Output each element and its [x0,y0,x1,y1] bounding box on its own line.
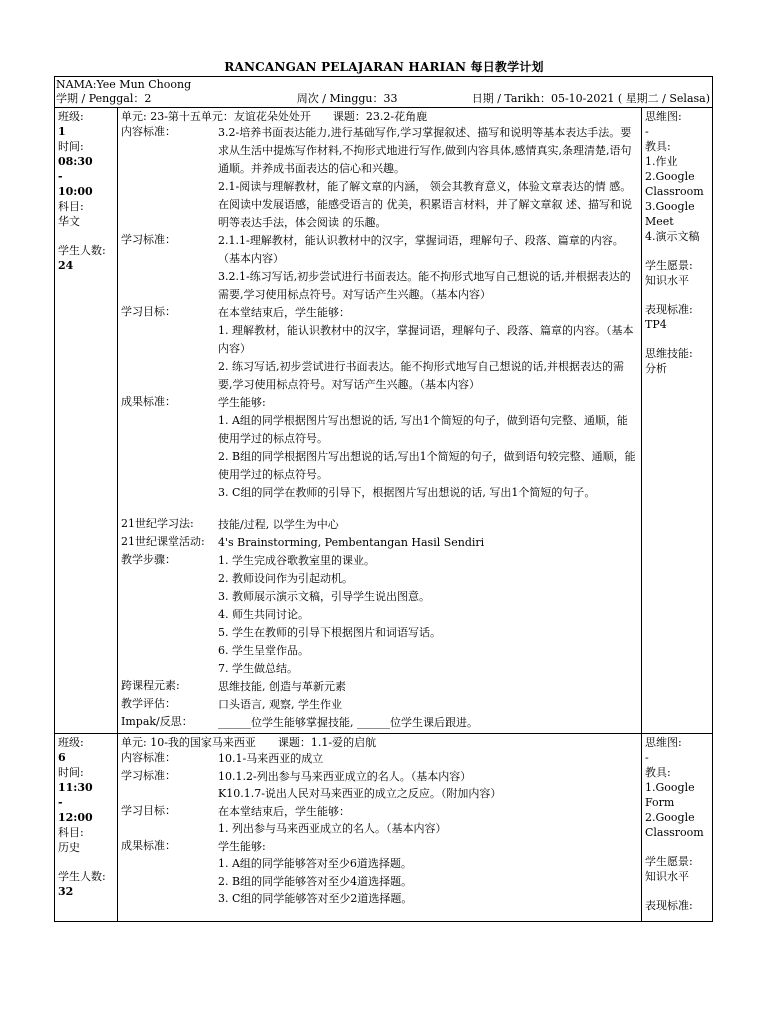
section-line: 2.1-阅读与理解教材，能了解文章的内涵， 领会其教育意义，体验文章表达的情 感。在阅读中发展语感，能感受语言的 优美，积累语言材料，并了解文章叙 述、描写和说明等表达手法，体会阅读 的乐趣。 [218,180,632,229]
lesson-plan-table [54,76,713,922]
section-content [218,552,638,678]
plan-section [121,696,638,714]
mindmap-label: 思维图: [645,736,682,749]
lesson-1-side [642,108,713,734]
section-content [218,714,638,732]
mindmap-value: - [645,125,649,138]
students-label: 学生人数: [58,870,106,883]
section-content [218,516,638,534]
section-content [218,534,638,552]
time-end: 10:00 [58,185,93,198]
student-aspiration-value: 知识水平 [645,870,689,883]
unit-line: 单元: 23-第十五单元：友谊花朵处处开 课题：23.2-花角鹿 [121,110,428,123]
students-value: 32 [58,885,74,898]
section-line: 6. 学生呈堂作品。 [218,644,309,657]
semester: 学期 / Penggal：2 [56,92,152,105]
section-line: 4's Brainstorming, Pembentangan Hasil Sendiri [218,536,485,549]
week: 周次 / Minggu：33 [296,92,398,105]
teaching-aid-item: 1.作业 [645,155,678,168]
section-line: 10.1-马来西亚的成立 [218,752,324,765]
plan-section [121,304,638,394]
section-line: K10.1.7-说出人民对马来西亚的成立之反应。（附加内容） [218,787,502,800]
lesson-2-meta [55,734,118,922]
plan-section [121,124,638,232]
lesson-1-row [55,108,713,734]
thinking-skill-label: 思维技能: [645,347,693,360]
teaching-aid-item: 1.Google Form [645,781,695,809]
teaching-aid-item: 2.Google Classroom [645,170,704,198]
performance-standard-value: TP4 [645,318,667,331]
class-value: 1 [58,125,66,138]
header-row [55,77,713,108]
section-line: 2. 教师设问作为引起动机。 [218,572,353,585]
student-aspiration-value: 知识水平 [645,274,689,287]
teaching-aids-label: 教具: [645,766,671,779]
plan-section [121,750,638,768]
section-line: ______位学生能够掌握技能, ______位学生课后跟进。 [218,716,478,729]
section-content [218,678,638,696]
section-line: 学生能够: [218,396,266,409]
mindmap-value: - [645,751,649,764]
section-line: 2. B组的同学根据图片写出想说的话,写出1个简短的句子，做到语句较完整、通顺，能使用学过的标点符号。 [218,450,636,481]
section-line: 3. C组的同学在教师的引导下，根据图片写出想说的话, 写出1个简短的句子。 [218,486,596,499]
section-label: 成果标准： [121,395,176,408]
time-start: 08:30 [58,155,93,168]
mindmap-label: 思维图: [645,110,682,123]
time-start: 11:30 [58,781,93,794]
section-label: 教学步骤： [121,553,176,566]
subject-value: 历史 [58,841,80,854]
plan-section [121,714,638,732]
section-content [218,232,638,304]
teaching-aid-item: 2.Google Classroom [645,811,704,839]
teaching-aids-label: 教具: [645,140,671,153]
section-line: 思维技能, 创造与革新元素 [218,680,346,693]
plan-section [121,394,638,502]
section-line: 技能/过程, 以学生为中心 [218,518,339,531]
student-aspiration-label: 学生愿景: [645,259,693,272]
section-label: 21世纪学习法: [121,517,194,530]
section-content [218,304,638,394]
performance-standard-label: 表现标准: [645,899,693,912]
lesson-1-meta [55,108,118,734]
teacher-name: NAMA:Yee Mun Choong [56,78,192,91]
plan-section [121,803,638,838]
section-line: 2. 练习写话,初步尝试进行书面表达。能不拘形式地写自己想说的话,并根据表达的需要,学习使用标点符号。对写话产生兴趣。（基本内容） [218,360,624,391]
lesson-2-side [642,734,713,922]
plan-section [121,678,638,696]
section-line: 在本堂结束后，学生能够： [218,306,350,319]
section-line: 5. 学生在教师的引导下根据图片和词语写话。 [218,626,441,639]
thinking-skill-value: 分析 [645,362,667,375]
section-label: 跨课程元素: [121,679,180,692]
lesson-1-content [118,108,642,734]
section-line: 3.2-培养书面表达能力,进行基础写作,学习掌握叙述、描写和说明等基本表达手法。要求从生活中提炼写作材料,不拘形式地进行写作,做到内容具体,感情真实,条理清楚,语句通顺。并养成书面表达的信心和兴趣。 [218,126,632,175]
section-line: 1. A组的同学根据图片写出想说的话, 写出1个简短的句子，做到语句完整、通顺，能使用学过的标点符号。 [218,414,628,445]
subject-value: 华文 [58,215,80,228]
section-label: 学习标准： [121,233,176,246]
section-line: 4. 师生共同讨论。 [218,608,309,621]
section-line: 3.2.1-练习写话,初步尝试进行书面表达。能不拘形式地写自己想说的话,并根据表达的需要,学习使用标点符号。对写话产生兴趣。（基本内容） [218,270,631,301]
plan-section [121,534,638,552]
plan-section [121,516,638,534]
section-content [218,750,638,768]
class-label: 班级: [58,736,84,749]
class-value: 6 [58,751,66,764]
section-line: 1. 理解教材，能认识教材中的汉字，掌握词语，理解句子、段落、篇章的内容。（基本内容） [218,324,634,355]
section-label: 内容标准： [121,751,176,764]
section-label: 内容标准： [121,125,176,138]
subject-label: 科目: [58,826,84,839]
section-line: 2. B组的同学能够答对至少4道选择题。 [218,874,413,888]
time-dash: - [58,796,63,809]
section-content [218,803,638,838]
plan-section [121,838,638,908]
section-content [218,124,638,232]
section-line: 1. 列出参与马来西亚成立的名人。（基本内容） [218,822,447,835]
section-content [218,394,638,502]
plan-section [121,768,638,803]
students-value: 24 [58,259,74,272]
section-line: 口头语言, 观察, 学生作业 [218,698,342,711]
section-line: 3. 教师展示演示文稿，引导学生说出图意。 [218,590,430,603]
section-label: 学习目标： [121,803,176,817]
section-label: 21世纪课堂活动: [121,535,205,548]
lesson-2-content [118,734,642,922]
section-line: 在本堂结束后，学生能够： [218,804,350,818]
class-label: 班级: [58,110,84,123]
section-label: 成果标准： [121,838,176,852]
time-label: 时间: [58,766,84,779]
teaching-aid-item: 3.Google Meet [645,200,695,228]
section-line: 3. C组的同学能够答对至少2道选择题。 [218,892,413,905]
date: 日期 / Tarikh：05-10-2021 ( 星期二 / Selasa) [471,92,710,105]
students-label: 学生人数: [58,244,106,257]
section-line: 1. 学生完成谷歌教室里的课业。 [218,554,375,567]
time-label: 时间: [58,140,84,153]
plan-section [121,232,638,304]
performance-standard-label: 表现标准: [645,303,693,316]
teaching-aid-item: 4.演示文稿 [645,230,700,243]
section-content [218,768,638,803]
section-line: 学生能够: [218,839,266,853]
section-line: 1. A组的同学能够答对至少6道选择题。 [218,857,412,870]
plan-section [121,552,638,678]
student-aspiration-label: 学生愿景: [645,855,693,868]
unit-line: 单元: 10-我的国家马来西亚 课题：1.1-爱的启航 [121,736,377,749]
document-title: RANCANGAN PELAJARAN HARIAN 每日教学计划 [224,60,544,74]
section-label: 学习目标： [121,305,176,318]
time-dash: - [58,170,63,183]
section-label: 教学评估： [121,697,176,710]
subject-label: 科目: [58,200,84,213]
section-label: Impak/反思： [121,715,193,728]
lesson-2-row [55,734,713,922]
section-content [218,838,638,908]
section-line: 2.1.1-理解教材，能认识教材中的汉字，掌握词语，理解句子、段落、篇章的内容。（基本内容） [218,234,624,265]
section-content [218,696,638,714]
section-line: 7. 学生做总结。 [218,662,298,675]
time-end: 12:00 [58,811,93,824]
section-label: 学习标准： [121,768,176,782]
section-line: 10.1.2-列出参与马来西亚成立的名人。（基本内容） [218,769,472,783]
